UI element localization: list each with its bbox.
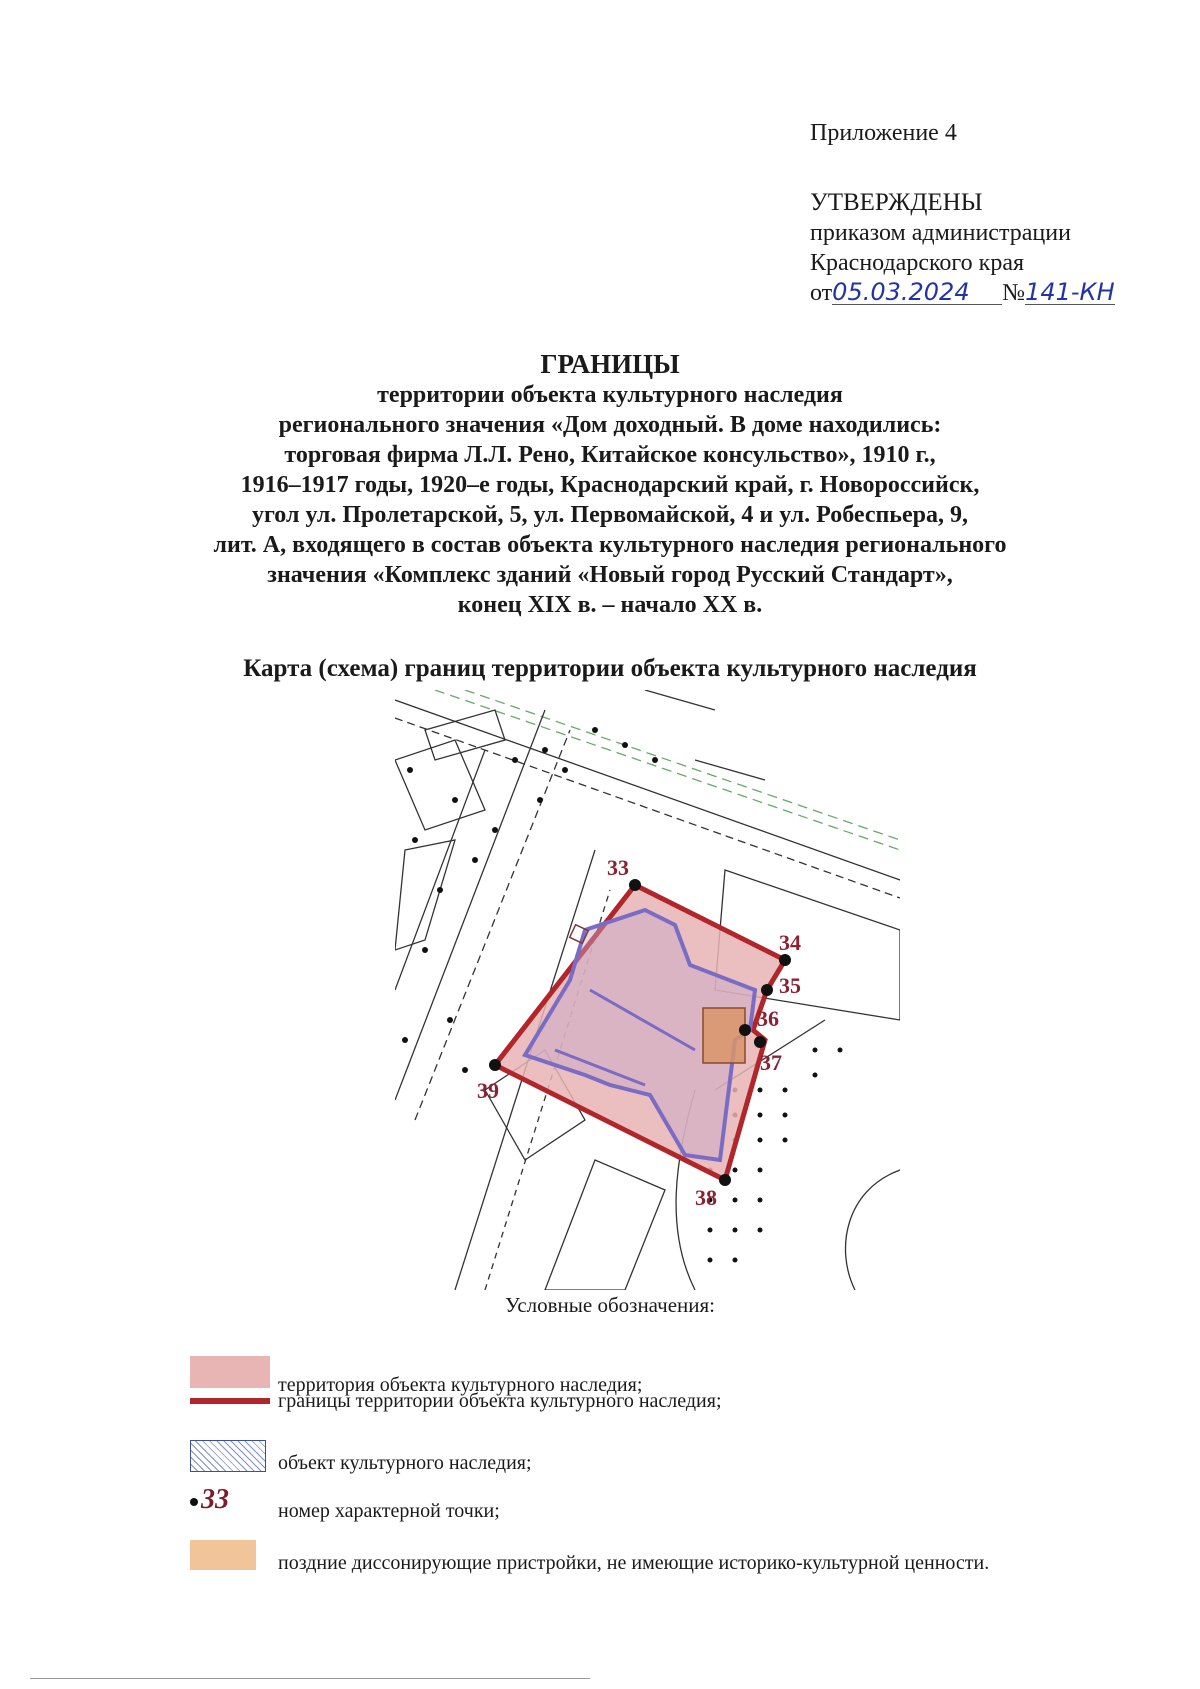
title-line: торговая фирма Л.Л. Рено, Китайское консульство», 1910 г.,	[284, 442, 936, 468]
point-label-39: 39	[477, 1078, 499, 1103]
title-heading: ГРАНИЦЫ	[540, 349, 680, 379]
point-label-35: 35	[779, 973, 801, 998]
point-sample: 33	[201, 1484, 229, 1515]
map-caption: Карта (схема) границ территории объекта культурного наследия	[243, 655, 977, 682]
point-marker	[779, 954, 791, 966]
handwritten-number: 141-КН	[1025, 278, 1115, 306]
boundary-map	[395, 690, 900, 1290]
approval-date-number	[810, 278, 1170, 308]
point-marker	[754, 1036, 766, 1048]
point-marker	[761, 984, 773, 996]
handwritten-date: 05.03.2024	[832, 280, 1002, 305]
legend-text: объект культурного наследия;	[278, 1452, 532, 1474]
territory-swatch	[190, 1356, 270, 1388]
hatch-swatch	[190, 1440, 266, 1472]
late-additions-swatch	[190, 1540, 256, 1570]
from-prefix: от	[810, 280, 833, 306]
point-marker	[739, 1024, 751, 1036]
title-line: значения «Комплекс зданий «Новый город Русский Стандарт»,	[267, 562, 953, 588]
point-marker	[489, 1059, 501, 1071]
title-line: лит. А, входящего в состав объекта культурного наследия регионального	[213, 532, 1007, 558]
point-label-34: 34	[779, 930, 801, 955]
approval-line-2: Краснодарского края	[810, 250, 1025, 276]
legend-text: номер характерной точки;	[278, 1500, 500, 1522]
legend-text: территория объекта культурного наследия;	[278, 1374, 643, 1396]
title-line: регионального значения «Дом доходный. В доме находились:	[278, 412, 942, 438]
point-label-38: 38	[695, 1185, 717, 1210]
approval-line-1: приказом администрации	[810, 220, 1071, 246]
footer-rule	[30, 1678, 590, 1679]
title-line: конец XIX в. – начало XX в.	[457, 592, 763, 618]
boundary-line-swatch	[190, 1398, 270, 1404]
point-marker	[629, 879, 641, 891]
point-dot-icon	[190, 1498, 198, 1506]
point-label-33: 33	[607, 855, 629, 880]
title-line: территории объекта культурного наследия	[377, 382, 843, 408]
late-additions	[703, 1008, 745, 1063]
approved-label: УТВЕРЖДЕНЫ	[810, 189, 983, 216]
number-prefix: №	[1002, 280, 1026, 306]
point-swatch	[190, 1484, 229, 1516]
legend-text: границы территории объекта культурного наследия;	[278, 1390, 722, 1412]
legend-title: Условные обозначения:	[504, 1293, 716, 1317]
title-line: угол ул. Пролетарской, 5, ул. Первомайской, 4 и ул. Робеспьера, 9,	[252, 502, 968, 528]
point-marker	[719, 1174, 731, 1186]
approval-block	[810, 118, 1170, 308]
title-line: 1916–1917 годы, 1920–е годы, Краснодарский край, г. Новороссийск,	[240, 472, 980, 498]
point-label-36: 36	[757, 1006, 779, 1031]
point-label-37: 37	[760, 1050, 782, 1075]
document-title	[150, 348, 1070, 620]
annex-label: Приложение 4	[810, 120, 957, 146]
legend-text: поздние диссонирующие пристройки, не имеющие историко-культурной ценности.	[278, 1552, 990, 1574]
